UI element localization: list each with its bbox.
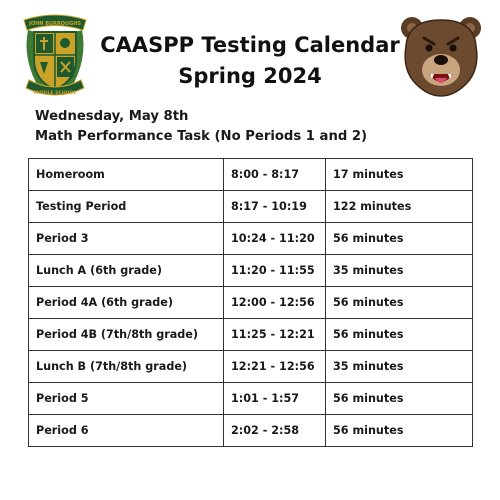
duration-cell: 35 minutes	[326, 255, 473, 287]
table-row	[29, 159, 473, 191]
time-cell: 12:00 - 12:56	[224, 287, 326, 319]
table-row	[29, 223, 473, 255]
title-line-1: CAASPP Testing Calendar	[100, 33, 400, 57]
period-cell: Period 5	[29, 383, 224, 415]
table-row	[29, 191, 473, 223]
test-info	[35, 107, 367, 147]
crest-top-text: JOHN BURROUGHS	[29, 21, 81, 27]
duration-cell: 56 minutes	[326, 383, 473, 415]
duration-cell: 122 minutes	[326, 191, 473, 223]
test-description: Math Performance Task (No Periods 1 and 2)	[35, 129, 368, 144]
time-cell: 8:00 - 8:17	[224, 159, 326, 191]
table-row	[29, 319, 473, 351]
title-line-2: Spring 2024	[178, 64, 322, 88]
crest-bottom-text: MIDDLE SCHOOL	[33, 91, 77, 96]
table-row	[29, 383, 473, 415]
duration-cell: 35 minutes	[326, 351, 473, 383]
test-date: Wednesday, May 8th	[35, 109, 189, 124]
school-crest-icon	[20, 10, 90, 102]
period-cell: Period 4A (6th grade)	[29, 287, 224, 319]
bear-mascot-icon	[398, 12, 484, 98]
time-cell: 8:17 - 10:19	[224, 191, 326, 223]
period-cell: Period 6	[29, 415, 224, 447]
period-cell: Period 3	[29, 223, 224, 255]
time-cell: 12:21 - 12:56	[224, 351, 326, 383]
table-row	[29, 287, 473, 319]
page-title	[90, 30, 410, 92]
time-cell: 11:20 - 11:55	[224, 255, 326, 287]
duration-cell: 17 minutes	[326, 159, 473, 191]
schedule-table	[28, 158, 473, 447]
period-cell: Homeroom	[29, 159, 224, 191]
table-row	[29, 255, 473, 287]
table-row	[29, 351, 473, 383]
time-cell: 2:02 - 2:58	[224, 415, 326, 447]
period-cell: Lunch A (6th grade)	[29, 255, 224, 287]
period-cell: Period 4B (7th/8th grade)	[29, 319, 224, 351]
period-cell: Lunch B (7th/8th grade)	[29, 351, 224, 383]
duration-cell: 56 minutes	[326, 287, 473, 319]
time-cell: 11:25 - 12:21	[224, 319, 326, 351]
duration-cell: 56 minutes	[326, 319, 473, 351]
duration-cell: 56 minutes	[326, 223, 473, 255]
time-cell: 1:01 - 1:57	[224, 383, 326, 415]
duration-cell: 56 minutes	[326, 415, 473, 447]
period-cell: Testing Period	[29, 191, 224, 223]
time-cell: 10:24 - 11:20	[224, 223, 326, 255]
table-row	[29, 415, 473, 447]
